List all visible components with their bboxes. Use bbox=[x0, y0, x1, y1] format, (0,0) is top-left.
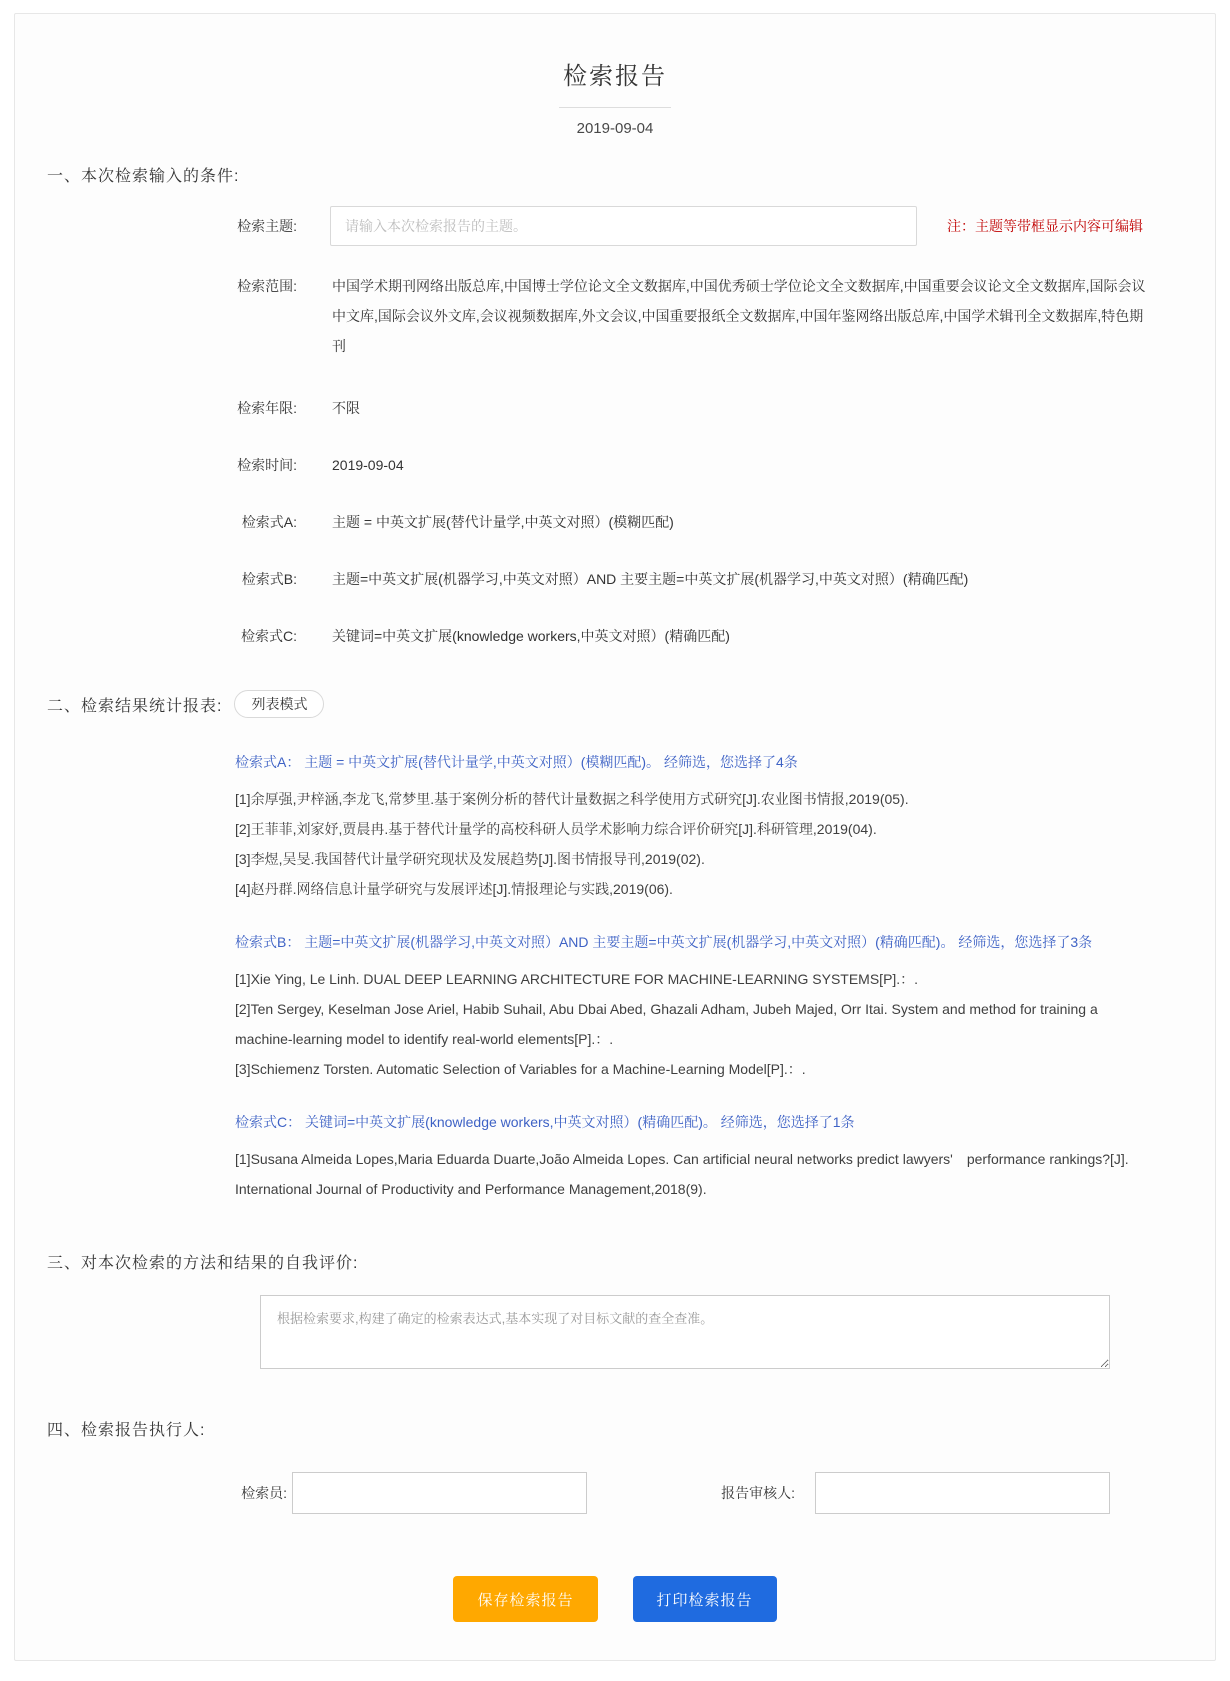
citation-item: [3]李煜,吴旻.我国替代计量学研究现状及发展趋势[J].图书情报导刊,2019(02). bbox=[235, 851, 705, 867]
reviewer-input[interactable] bbox=[815, 1472, 1110, 1514]
result-group-a-items bbox=[235, 784, 1140, 904]
expression-b-label: 检索式B: bbox=[241, 571, 297, 587]
citation-item: [1]Xie Ying, Le Linh. DUAL DEEP LEARNING ARCHITECTURE FOR MACHINE-LEARNING SYSTEMS[P].：. bbox=[235, 971, 919, 987]
title-divider bbox=[559, 107, 671, 108]
expression-c-value: 关键词=中英文扩展(knowledge workers,中英文对照）(精确匹配) bbox=[332, 628, 730, 644]
time-row bbox=[15, 455, 1215, 475]
citation-item: [4]赵丹群.网络信息计量学研究与发展评述[J].情报理论与实践,2019(06). bbox=[235, 881, 673, 897]
result-group-b-heading: 检索式B： 主题=中英文扩展(机器学习,中英文对照）AND 主要主题=中英文扩展(机器学习,中英文对照）(精确匹配)。 经筛选，您选择了3条 bbox=[235, 934, 1093, 950]
result-group-b bbox=[235, 932, 1140, 1084]
expression-b-value: 主题=中英文扩展(机器学习,中英文对照）AND 主要主题=中英文扩展(机器学习,中英文对照）(精确匹配) bbox=[332, 571, 969, 587]
citation-item: [3]Schiemenz Torsten. Automatic Selection of Variables for a Machine-Learning Model[P].：. bbox=[235, 1061, 806, 1077]
expression-a-label: 检索式A: bbox=[241, 514, 297, 530]
expression-b-row bbox=[15, 569, 1215, 589]
section-2-heading: 二、检索结果统计报表: bbox=[47, 697, 223, 715]
result-group-c-items bbox=[235, 1144, 1140, 1204]
section-4-heading: 四、检索报告执行人: bbox=[47, 1422, 206, 1439]
actions-row bbox=[15, 1576, 1215, 1622]
expression-c-row bbox=[15, 626, 1215, 646]
time-value: 2019-09-04 bbox=[332, 457, 404, 473]
section-3-heading: 三、对本次检索的方法和结果的自我评价: bbox=[47, 1255, 359, 1272]
topic-input[interactable] bbox=[330, 206, 917, 246]
expression-c-label: 检索式C: bbox=[241, 628, 297, 644]
page-title: 检索报告 bbox=[563, 63, 667, 90]
report-date: 2019-09-04 bbox=[576, 120, 654, 137]
scope-value: 中国学术期刊网络出版总库,中国博士学位论文全文数据库,中国优秀硕士学位论文全文数据库,中国重要会议论文全文数据库,国际会议中文库,国际会议外文库,会议视频数据库,外文会议,中国重要报纸全文数据库,中国年鉴网络出版总库,中国学术辑刊全文数据库,特色期刊 bbox=[332, 278, 1146, 354]
result-group-b-items bbox=[235, 964, 1140, 1084]
evaluation-textarea[interactable] bbox=[260, 1295, 1110, 1369]
years-value: 不限 bbox=[332, 400, 360, 416]
scope-row bbox=[15, 276, 1215, 361]
citation-item: [1]余厚强,尹梓涵,李龙飞,常梦里.基于案例分析的替代计量数据之科学使用方式研究[J].农业图书情报,2019(05). bbox=[235, 791, 909, 807]
save-report-button[interactable]: 保存检索报告 bbox=[453, 1576, 597, 1622]
section-2-heading-row bbox=[47, 690, 1183, 718]
report-card bbox=[14, 13, 1216, 1661]
reviewer-label: 报告审核人: bbox=[721, 1485, 795, 1501]
result-group-c bbox=[235, 1112, 1140, 1204]
searcher-label: 检索员: bbox=[241, 1485, 287, 1501]
result-group-a-heading: 检索式A： 主题 = 中英文扩展(替代计量学,中英文对照）(模糊匹配)。 经筛选，您选择了4条 bbox=[235, 754, 798, 770]
edit-note: 注：主题等带框显示内容可编辑 bbox=[947, 218, 1143, 234]
searcher-input[interactable] bbox=[292, 1472, 587, 1514]
result-group-c-heading: 检索式C： 关键词=中英文扩展(knowledge workers,中英文对照）(精确匹配)。 经筛选，您选择了1条 bbox=[235, 1114, 855, 1130]
years-row bbox=[15, 398, 1215, 418]
section-1-heading: 一、本次检索输入的条件: bbox=[47, 168, 240, 185]
time-label: 检索时间: bbox=[237, 457, 297, 473]
expression-a-row bbox=[15, 512, 1215, 532]
executor-row bbox=[15, 1472, 1215, 1514]
print-report-button[interactable]: 打印检索报告 bbox=[633, 1576, 777, 1622]
expression-a-value: 主题 = 中英文扩展(替代计量学,中英文对照）(模糊匹配) bbox=[332, 514, 674, 530]
topic-label: 检索主题: bbox=[237, 218, 297, 234]
years-label: 检索年限: bbox=[237, 400, 297, 416]
citation-item: [2]Ten Sergey, Keselman Jose Ariel, Habib Suhail, Abu Dbai Abed, Ghazali Adham, Jubeh Majed, Orr Itai. System and method for training a machine-learning model to identify real-world elements[P].：. bbox=[235, 1001, 1098, 1047]
list-mode-button[interactable]: 列表模式 bbox=[234, 690, 324, 718]
citation-item: [2]王菲菲,刘家妤,贾晨冉.基于替代计量学的高校科研人员学术影响力综合评价研究[J].科研管理,2019(04). bbox=[235, 821, 877, 837]
topic-row bbox=[15, 206, 1215, 246]
citation-item: [1]Susana Almeida Lopes,Maria Eduarda Duarte,João Almeida Lopes. Can artificial neural networks predict lawyers' performance rankings?[J]. International Journal of Productivity and Performance Management,2018(9). bbox=[235, 1151, 1129, 1197]
result-group-a bbox=[235, 752, 1140, 904]
scope-label: 检索范围: bbox=[237, 278, 297, 294]
